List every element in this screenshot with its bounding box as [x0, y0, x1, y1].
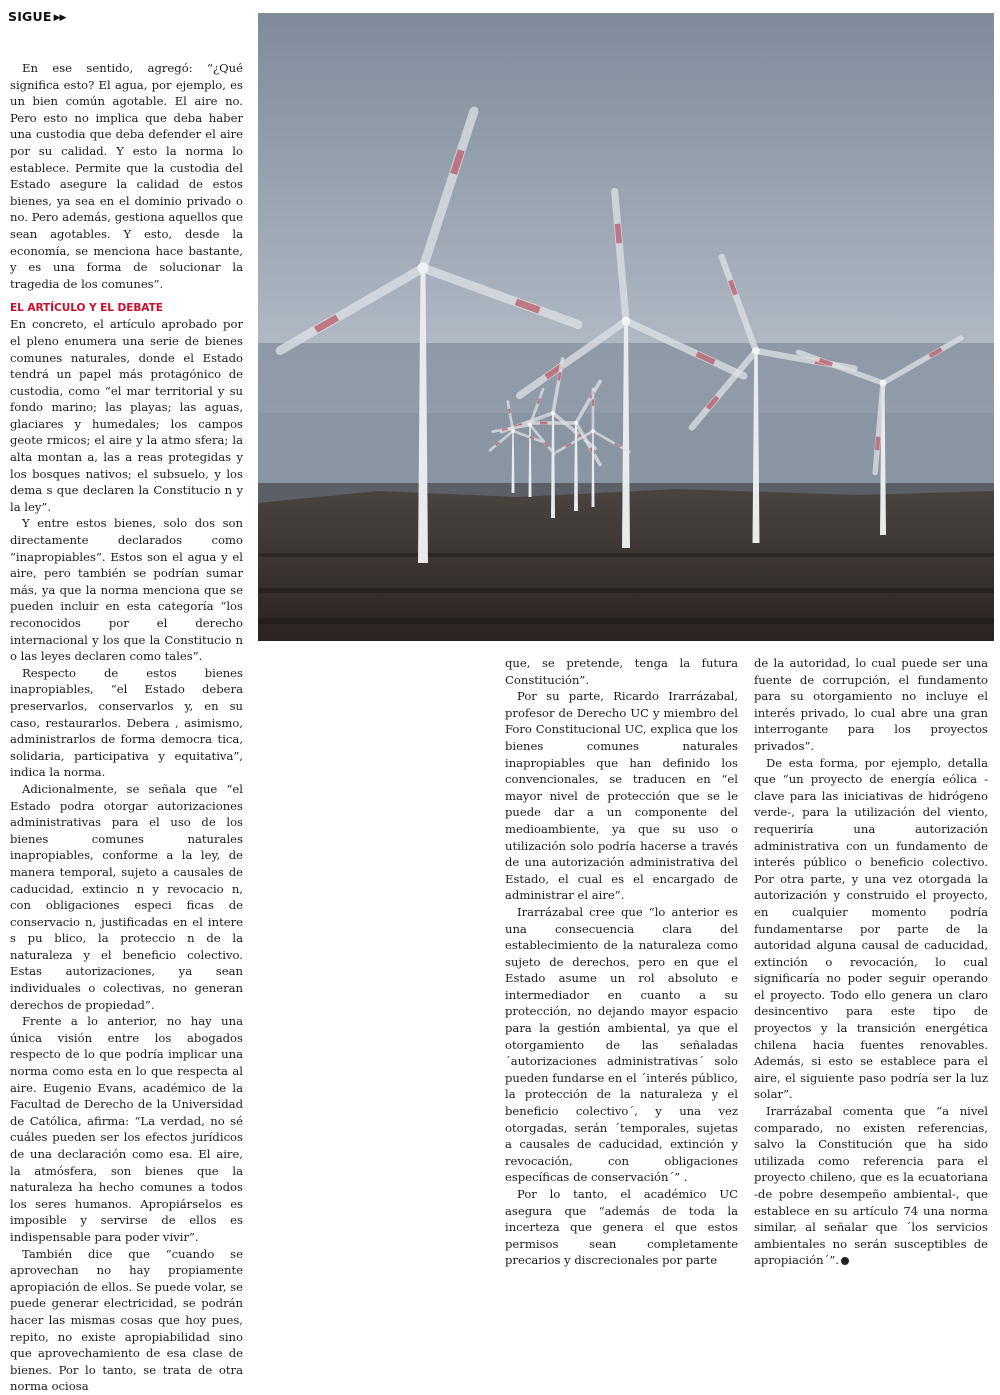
blade-red-stripe [530, 437, 534, 439]
article-column-2 [505, 655, 738, 1269]
paragraph: En concreto, el artículo aprobado por el pleno enumera una serie de bienes comunes naturales, donde el Estado tendrá un papel más protagónico de custodia, como “el mar territorial y su fondo marino; las playas; las aguas, glaciares y humedales; los campos geote rmicos; el aire y la atmo sfera; la alta montan a, las a reas protegidas y los bosques nativos; el subsuelo, y los dema s que declaren la Constitucio n y la ley”. [10, 317, 243, 514]
paragraph: Irarrázabal comenta que “a nivel comparado, no existen referencias, salvo la Constitución que ha sido utilizada como referencia para el proyecto chileno, que es la ecuatoriana -de pobre desempeño ambiental-, que establece en su artículo 74 una norma similar, al señalar que ´los servicios ambientales no serán susceptibles de apropiación´”. [754, 1104, 988, 1268]
continue-marker [8, 9, 65, 24]
paragraph: Frente a lo anterior, no hay una única visión entre los abogados respecto de lo que podría implicar una norma como esta en lo que respecta al aire. Eugenio Evans, académico de la Facultad de Derecho de la Universidad de Católica, afirma: “La verdad, no sé cuáles pueden ser los efectos jurídicos de una declaración como esa. El aire, la atmósfera, son bienes que la naturaleza ha hecho comunes a todos los seres humanos. Apropiárselos es imposible y servirse de ellos es indispensable para poder vivir”. [10, 1014, 243, 1244]
blade-red-stripe [502, 429, 508, 430]
paragraph: Por lo tanto, el académico UC asegura que “además de toda la incerteza que genera el que estos permisos sean completamente precarios y discrecionales por parte [505, 1187, 738, 1268]
continue-label: SIGUE [8, 9, 52, 24]
wind-turbines-photo [258, 13, 994, 641]
paragraph: de la autoridad, lo cual puede ser una fuente de corrupción, el fundamento para su otorgamiento no incluye el interés privado, lo cual abre una gran interrogante para los proyectos privados”. [754, 656, 988, 753]
turbine-hub [752, 347, 760, 355]
turbine-hub [574, 421, 578, 425]
turbine-hub [418, 263, 429, 274]
article-column-3 [754, 655, 988, 1269]
paragraph: Y entre estos bienes, solo dos son directamente declarados como “inapropiables”. Estos son el agua y el aire, pero también se podrían sumar más, ya que la norma menciona que se pueden incluir en esta categoría “los reconocidos por el derecho internacional y los que la Constitucio n o las leyes declaren como tales”. [10, 516, 243, 664]
article-column-1 [10, 60, 243, 1395]
section-subheading: EL ARTÍCULO Y EL DEBATE [10, 302, 163, 315]
blade-red-stripe [509, 409, 510, 413]
paragraph: Por su parte, Ricardo Irarrázabal, profesor de Derecho UC y miembro del Foro Constitucional UC, explica que los bienes comunes naturales inapropiables que han definido los convencionales, se traducen en “el mayor nivel de protección que se le puede dar a un componente del medioambiente, ya que su uso o utilización solo podría hacerse a través de una autorización administrativa del Estado, el cual es el encargado de administrar el aire”. [505, 689, 738, 903]
paragraph: De esta forma, por ejemplo, detalla que “un proyecto de energía eólica -clave para las iniciativas de hidrógeno verde-, para la utilización del viento, requeriría una autorización administrativa con un fundamento de interés público o beneficio colectivo. Por otra parte, y una vez otorgada la autorización y construido el proyecto, en cualquier momento podría fundamentarse por parte de la autoridad alguna causal de caducidad, extinción o revocación, lo cual significaría no poder seguir operando el proyecto. Todo ello genera un claro desincentivo para este tipo de proyectos y la transición energética chilena hacia fuentes renovables. Además, si esto se establece para el aire, el siguiente paso podría ser la luz solar”. [754, 755, 988, 1102]
paragraph: Respecto de estos bienes inapropiables, “el Estado debera preservarlos, conservarlos y, en su caso, restaurarlos. Debera , asimismo, administrarlos de forma democra tica, solidaria, participativa y equitativa”, indica la norma. [10, 665, 243, 780]
paragraph: En ese sentido, agregó: “¿Qué significa esto? El agua, por ejemplo, es un bien común agotable. El aire no. Pero esto no implica que deba haber una custodia que deba defender el aire por su calidad. Y esto la norma lo establece. Permite que la custodia del Estado asegure la calidad de estos bienes, ya sea en el dominio privado o no. Pero además, gestiona aquellos que sean agotables. Y esto, desde la economía, se menciona hace bastante, y es una forma de solucionar la tragedia de los comunes”. [10, 61, 243, 291]
blade-red-stripe [618, 224, 620, 243]
wind-turbines-illustration [258, 13, 994, 641]
double-arrow-icon: ▶▶ [53, 13, 66, 23]
blade-red-stripe [877, 437, 878, 450]
turbine-hub [622, 317, 631, 326]
paragraph: Irarrázabal cree que “lo anterior es una consecuencia clara del establecimiento de la naturaleza como sujeto de derechos, pero en que el Estado asume un rol absoluto e intermediador en cuanto a su protección, no dejando mayor espacio para la gestión ambiental, ya que el otorgamiento de las señaladas ´autorizaciones administrativas´ solo pueden fundarse en el ´interés público, la protección de la naturaleza y el beneficio colectivo´, y una vez otorgadas, serán ´temporales, sujetas a causales de caducidad, extinción y revocación, con obligaciones específicas de conservación´” . [505, 904, 738, 1185]
turbine-hub [551, 411, 555, 415]
turbine-hub [880, 380, 887, 387]
paragraph: que, se pretende, tenga la futura Constitución”. [505, 656, 738, 687]
turbine-hub [591, 429, 595, 433]
turbine-hub [511, 429, 515, 433]
paragraph: También dice que “cuando se aprovechan no hay propiamente apropiación de ellos. Se puede volar, se puede generar electricidad, se podrán hacer las mismas cosas que hoy pues, repito, no existe apropiabilidad sino que aprovechamiento de esa clase de bienes. Por lo tanto, se trata de otra norma ociosa [10, 1246, 243, 1394]
blade-red-stripe [559, 372, 560, 380]
paragraph: Adicionalmente, se señala que “el Estado podra otorgar autorizaciones administrativas para el uso de los bienes comunes naturales inapropiables, conforme a la ley, de manera temporal, sujeto a causales de caducidad, extincio n y revocacio n, con obligaciones especi ficas de conservacio n, justificadas en el intere s pu blico, la proteccio n de la naturaleza y el beneficio colectivo. Estas autorizaciones, ya sean individuales o colectivas, no generan derechos de propiedad”. [10, 781, 243, 1012]
turbine-hub [528, 423, 532, 427]
end-of-article-icon [841, 1257, 849, 1265]
